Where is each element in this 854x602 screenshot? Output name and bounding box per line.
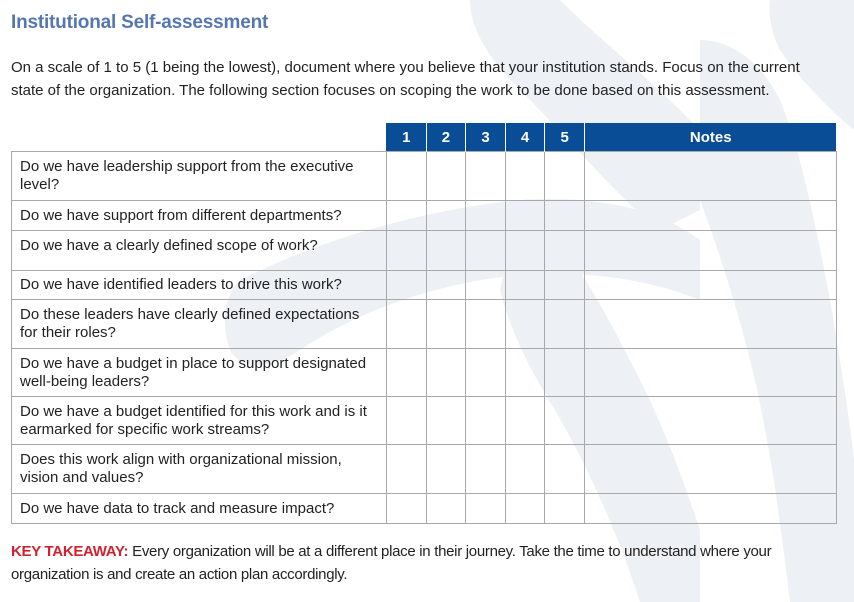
notes-cell[interactable] — [584, 349, 836, 397]
score-cell-1[interactable] — [387, 349, 427, 397]
score-cell-3[interactable] — [466, 231, 506, 271]
score-header-5: 5 — [545, 123, 585, 152]
score-cell-2[interactable] — [426, 397, 466, 445]
score-cell-2[interactable] — [426, 231, 466, 271]
notes-cell[interactable] — [584, 152, 836, 201]
question-cell: Do we have a budget identified for this work and is it earmarked for specific work streams? — [12, 397, 387, 445]
score-cell-2[interactable] — [426, 494, 466, 524]
key-takeaway-text: Every organization will be at a different place in their journey. Take the time to understand where your organization is and create an action plan accordingly. — [11, 543, 772, 583]
table-row — [12, 494, 837, 524]
score-cell-1[interactable] — [387, 445, 427, 494]
notes-cell[interactable] — [584, 201, 836, 231]
score-cell-2[interactable] — [426, 271, 466, 300]
score-cell-2[interactable] — [426, 152, 466, 201]
score-cell-5[interactable] — [545, 397, 585, 445]
score-cell-4[interactable] — [505, 397, 545, 445]
score-cell-3[interactable] — [466, 271, 506, 300]
score-cell-1[interactable] — [387, 152, 427, 201]
question-cell: Do we have leadership support from the executive level? — [12, 152, 387, 201]
question-cell: Do these leaders have clearly defined expectations for their roles? — [12, 300, 387, 349]
table-row — [12, 300, 837, 349]
key-takeaway — [11, 540, 846, 586]
notes-cell[interactable] — [584, 397, 836, 445]
table-row — [12, 152, 837, 201]
score-cell-2[interactable] — [426, 445, 466, 494]
score-header-2: 2 — [426, 123, 466, 152]
table-row — [12, 231, 837, 271]
score-cell-3[interactable] — [466, 349, 506, 397]
notes-cell[interactable] — [584, 494, 836, 524]
score-cell-3[interactable] — [466, 397, 506, 445]
score-cell-4[interactable] — [505, 349, 545, 397]
score-cell-2[interactable] — [426, 201, 466, 231]
score-cell-5[interactable] — [545, 271, 585, 300]
intro-paragraph: On a scale of 1 to 5 (1 being the lowest), document where you believe that your institution stands. Focus on the current state of the organization. The following section focuses on scoping the work to be done based on this assessment. — [11, 59, 800, 99]
notes-header: Notes — [584, 123, 836, 152]
score-cell-4[interactable] — [505, 494, 545, 524]
self-assessment-table — [11, 123, 837, 524]
score-cell-3[interactable] — [466, 152, 506, 201]
notes-cell[interactable] — [584, 271, 836, 300]
score-cell-3[interactable] — [466, 300, 506, 349]
score-cell-5[interactable] — [545, 445, 585, 494]
score-header-3: 3 — [466, 123, 506, 152]
notes-cell[interactable] — [584, 445, 836, 494]
question-cell: Do we have identified leaders to drive this work? — [12, 271, 387, 300]
question-cell: Do we have data to track and measure impact? — [12, 494, 387, 524]
score-cell-4[interactable] — [505, 445, 545, 494]
score-cell-4[interactable] — [505, 300, 545, 349]
score-cell-4[interactable] — [505, 201, 545, 231]
key-takeaway-label: KEY TAKEAWAY: — [11, 543, 129, 560]
score-cell-1[interactable] — [387, 271, 427, 300]
score-cell-4[interactable] — [505, 271, 545, 300]
question-cell: Do we have support from different departments? — [12, 201, 387, 231]
score-cell-3[interactable] — [466, 445, 506, 494]
score-cell-1[interactable] — [387, 494, 427, 524]
score-cell-1[interactable] — [387, 231, 427, 271]
table-row — [12, 349, 837, 397]
score-cell-2[interactable] — [426, 349, 466, 397]
page-title: Institutional Self-assessment — [11, 12, 269, 33]
score-cell-5[interactable] — [545, 349, 585, 397]
score-cell-5[interactable] — [545, 201, 585, 231]
score-cell-4[interactable] — [505, 152, 545, 201]
table-row — [12, 445, 837, 494]
score-header-4: 4 — [505, 123, 545, 152]
notes-cell[interactable] — [584, 300, 836, 349]
score-cell-1[interactable] — [387, 300, 427, 349]
score-cell-5[interactable] — [545, 152, 585, 201]
score-cell-5[interactable] — [545, 494, 585, 524]
question-column-header — [12, 123, 387, 152]
question-cell: Do we have a clearly defined scope of work? — [12, 231, 387, 271]
score-cell-2[interactable] — [426, 300, 466, 349]
score-cell-4[interactable] — [505, 231, 545, 271]
notes-cell[interactable] — [584, 231, 836, 271]
table-row — [12, 397, 837, 445]
table-row — [12, 271, 837, 300]
score-cell-3[interactable] — [466, 494, 506, 524]
table-header-row — [12, 123, 837, 152]
score-cell-5[interactable] — [545, 231, 585, 271]
score-header-1: 1 — [387, 123, 427, 152]
score-cell-3[interactable] — [466, 201, 506, 231]
score-cell-1[interactable] — [387, 397, 427, 445]
table-row — [12, 201, 837, 231]
score-cell-1[interactable] — [387, 201, 427, 231]
score-cell-5[interactable] — [545, 300, 585, 349]
question-cell: Do we have a budget in place to support designated well-being leaders? — [12, 349, 387, 397]
question-cell: Does this work align with organizational mission, vision and values? — [12, 445, 387, 494]
